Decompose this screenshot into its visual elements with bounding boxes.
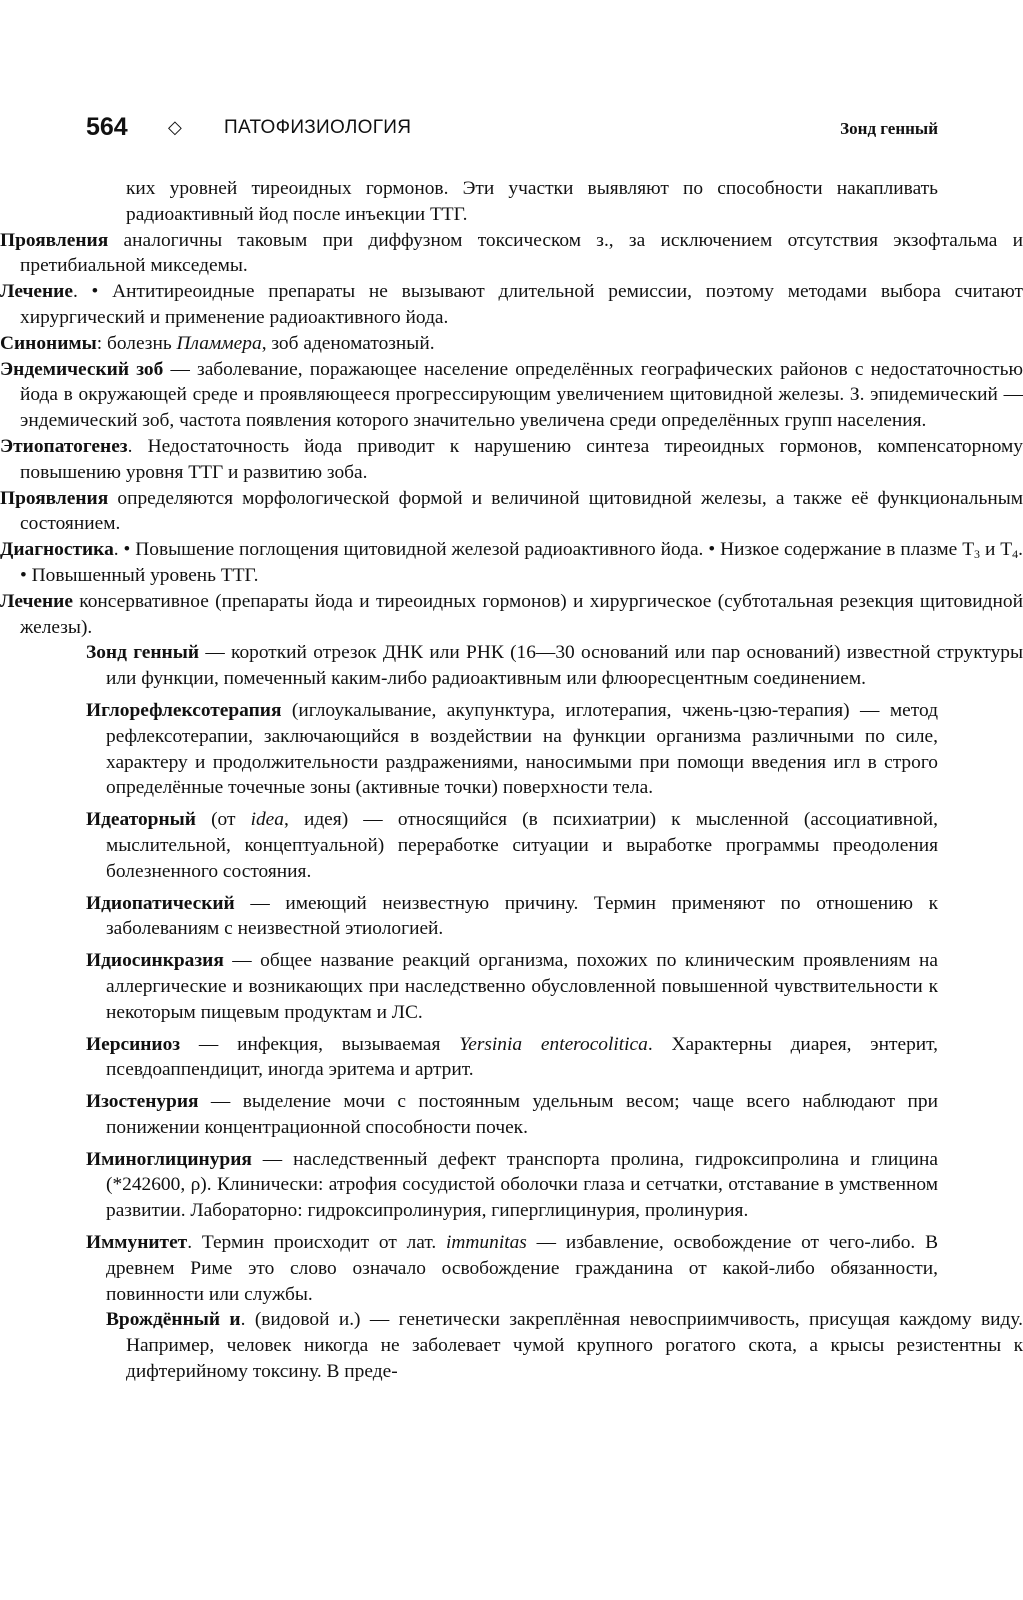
entry-term: Проявления bbox=[0, 487, 109, 509]
entry-term: Синонимы bbox=[0, 332, 97, 354]
entry-term: Идиопатический bbox=[86, 892, 235, 914]
continued-paragraph: ких уровней тиреоидных гормонов. Эти участки выявляют по способности накапливать радиоактивный йод после инъекции ТТГ. bbox=[126, 178, 938, 225]
entry-acupuncture: Иглорефлексотерапия (иглоукалывание, акупунктура, иглотерапия, чжень-цзю-терапия) — метод рефлексотерапии, заключающийся в воздействии на функции организма различными по силе, характеру и продолжительности раздражениями, наносимыми при помощи введения игл в строго определённые точечные зоны (активные точки) поверхности тела. bbox=[86, 699, 938, 799]
entry-term: Иммунитет bbox=[86, 1232, 188, 1254]
entry-term: Иминоглицинурия bbox=[86, 1148, 252, 1170]
subentry-treatment: Лечение. • Антитиреоидные препараты не вызывают длительной ремиссии, поэтому методами выбора считают хирургический и применение радиоактивного йода. bbox=[0, 281, 1023, 328]
entry-term: Идеаторный bbox=[86, 809, 196, 831]
entry-term: Идиосинкразия bbox=[86, 950, 224, 972]
entry-term: Эндемический зоб bbox=[0, 358, 164, 380]
subentry-innate-immunity: Врождённый и. (видовой и.) — генетически закреплённая невосприимчивость, присущая каждому виду. Например, человек никогда не заболевает чумой крупного рогатого скота, а крысы резистентны к дифтерийному токсину. В преде- bbox=[106, 1309, 1023, 1383]
entry-idiopathic: Идиопатический — имеющий неизвестную причину. Термин применяют по отношению к заболеваниям с неизвестной этиологией. bbox=[86, 892, 938, 940]
entry-immunity: Иммунитет. Термин происходит от лат. immunitas — избавление, освобождение от чего-либо. В древнем Риме это слово означало освобождение гражданина от какой-либо обязанности, повинности или службы. bbox=[86, 1232, 938, 1305]
entry-endemic-goiter: Эндемический зоб — заболевание, поражающее население определённых географических районов с недостаточностью йода в окружающей среде и проявляющееся прогрессирующим увеличением щитовидной железы. З. эпидемический — эндемический зоб, частота появления которого значительно увеличена среди определённых групп населения. bbox=[0, 358, 1023, 432]
entry-term: Изостенурия bbox=[86, 1091, 199, 1113]
entry-isosthenuria: Изостенурия — выделение мочи с постоянным удельным весом; чаще всего наблюдают при понижении концентрационной способности почек. bbox=[86, 1091, 938, 1138]
subentry-manifestations: Проявления аналогичны таковым при диффузном токсическом з., за исключением отсутствия экзофтальма и претибиальной микседемы. bbox=[0, 229, 1023, 277]
entry-idiosyncrasy: Идиосинкразия — общее название реакций организма, похожих по клиническим проявлениям на аллергические и возникающих при наследственно обусловленной повышенной чувствительности к некоторым пищевым продуктам и ЛС. bbox=[86, 950, 938, 1023]
subentry-treatment: Лечение консервативное (препараты йода и тиреоидных гормонов) и хирургическое (субтотальная резекция щитовидной железы). bbox=[0, 590, 1023, 638]
subentry-manifestations: Проявления определяются морфологической формой и величиной щитовидной железы, а также её функциональным состоянием. bbox=[0, 487, 1023, 535]
entry-ideatory: Идеаторный (от idea, идея) — относящийся (в психиатрии) к мысленной (ассоциативной, мыслительной, концептуальной) переработке ситуации и выработке программы преодоления болезненного состояния. bbox=[86, 809, 938, 882]
entry-term: Иерсиниоз bbox=[86, 1033, 181, 1055]
entry-term: Этиопатогенез bbox=[0, 435, 128, 457]
entry-term: Иглорефлексотерапия bbox=[86, 699, 282, 721]
page-body bbox=[0, 176, 1023, 1385]
entry-term: Проявления bbox=[0, 229, 109, 251]
page-number: 564 bbox=[86, 113, 128, 141]
entry-yersiniosis: Иерсиниоз — инфекция, вызываемая Yersinia enterocolitica. Характерны диарея, энтерит, псевдоаппендицит, иногда эритема и артрит. bbox=[86, 1033, 939, 1081]
entry-term: Зонд генный bbox=[86, 642, 200, 664]
book-title: ПАТОФИЗИОЛОГИЯ bbox=[224, 117, 412, 138]
subentry-etiopathogenesis: Этиопатогенез. Недостаточность йода приводит к нарушению синтеза тиреоидных гормонов, компенсаторному повышению уровня ТТГ и развитию зоба. bbox=[0, 435, 1023, 483]
entry-gene-probe: Зонд генный — короткий отрезок ДНК или РНК (16—30 оснований или пар оснований) известной структуры или функции, помеченный каким-либо радиоактивным или флюоресцентным соединением. bbox=[86, 642, 1023, 690]
entry-term: Диагностика bbox=[0, 539, 114, 561]
running-head-entry: Зонд генный bbox=[840, 119, 938, 138]
entry-iminoglycinuria: Иминоглицинурия — наследственный дефект транспорта пролина, гидроксипролина и глицина (*242600, ρ). Клинически: атрофия сосудистой оболочки глаза и сетчатки, отставание в умственном развитии. Лабораторно: гидроксипролинурия, гиперглицинурия, пролинурия. bbox=[86, 1148, 938, 1222]
entry-term: Лечение bbox=[0, 281, 73, 303]
subentry-diagnostics: Диагностика. • Повышение поглощения щитовидной железой радиоактивного йода. • Низкое содержание в плазме $Т_3$ и $Т_4$. • Повышенный уровень ТТГ. bbox=[0, 539, 1023, 586]
entry-term: Врождённый и bbox=[106, 1309, 241, 1331]
entry-term: Лечение bbox=[0, 590, 73, 612]
page-header bbox=[86, 112, 938, 144]
diamond-ornament-icon: ◇ bbox=[168, 117, 182, 138]
subentry-synonyms: Синонимы: болезнь Пламмера, зоб аденоматозный. bbox=[0, 332, 435, 354]
